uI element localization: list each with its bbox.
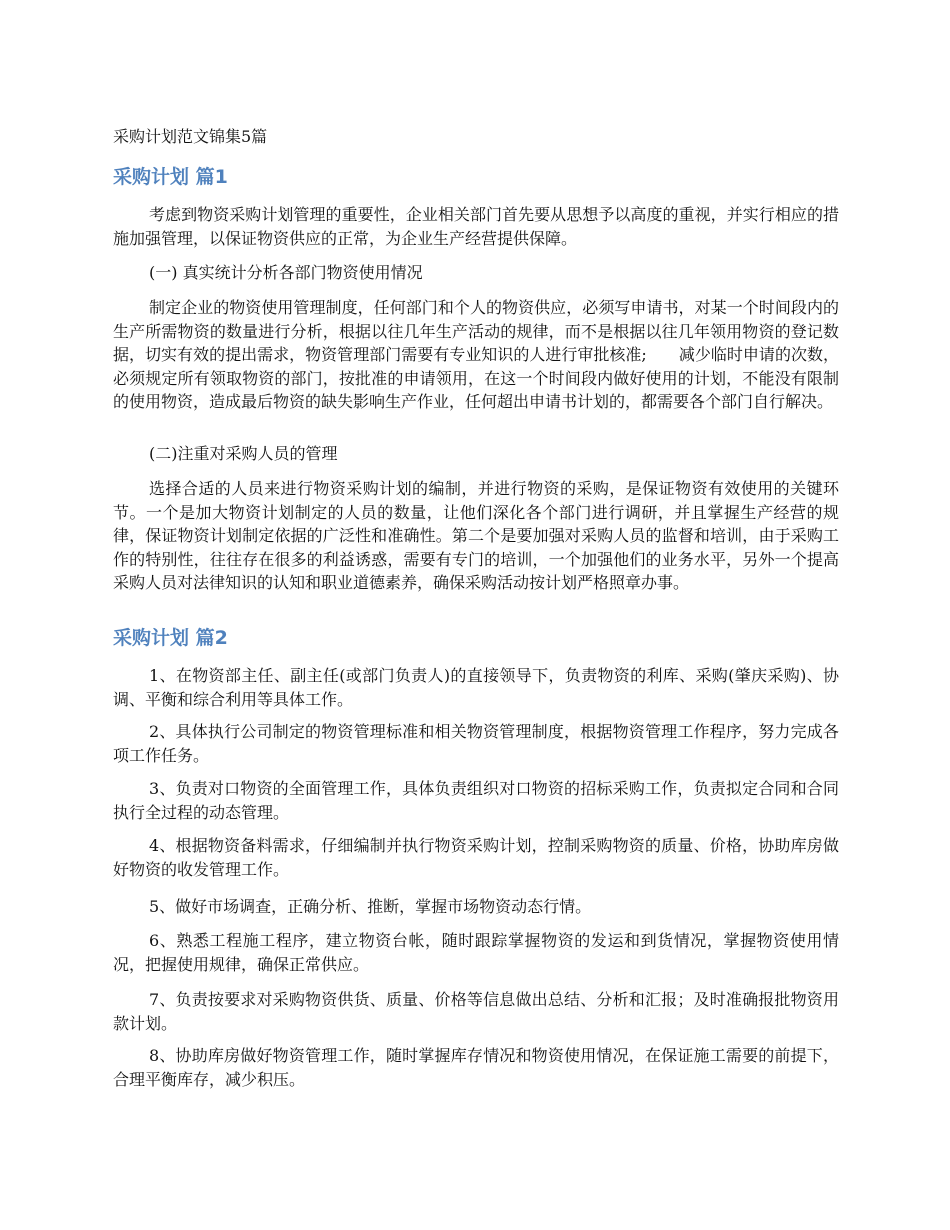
list-paragraph: 5、做好市场调查，正确分析、推断，掌握市场物资动态行情。 xyxy=(149,897,592,916)
paragraph: 选择合适的人员来进行物资采购计划的编制，并进行物资的采购，是保证物资有效使用的关键环节。一个是加大物资计划制定的人员的数量，让他们深化各个部门进行调研，并且掌握生产经营的规律，保证物资计划制定依据的广泛性和准确性。第二个是要加强对采购人员的监督和培训，由于采购工作的特别性，往往存在很多的利益诱惑，需要有专门的培训，一个加强他们的业务水平，另外一个提高采购人员对法律知识的认知和职业道德素养，确保采购活动按计划严格照章办事。 xyxy=(113,479,839,592)
list-paragraph: 2、具体执行公司制定的物资管理标准和相关物资管理制度，根据物资管理工作程序，努力完成各项工作任务。 xyxy=(113,722,839,765)
section-heading-2: 采购计划 篇2 xyxy=(113,627,228,649)
list-paragraph: 6、熟悉工程施工程序，建立物资台帐，随时跟踪掌握物资的发运和到货情况，掌握物资使用情况，把握使用规律，确保正常供应。 xyxy=(113,931,839,974)
list-paragraph: 3、负责对口物资的全面管理工作，具体负责组织对口物资的招标采购工作，负责拟定合同和合同执行全过程的动态管理。 xyxy=(113,779,839,822)
list-paragraph: 1、在物资部主任、副主任(或部门负责人)的直接领导下，负责物资的利库、采购(肇庆采购)、协调、平衡和综合利用等具体工作。 xyxy=(113,666,839,709)
subheading-paragraph: (二)注重对采购人员的管理 xyxy=(149,444,338,463)
list-paragraph: 7、负责按要求对采购物资供货、质量、价格等信息做出总结、分析和汇报；及时准确报批物资用款计划。 xyxy=(113,990,839,1033)
document-title: 采购计划范文锦集5篇 xyxy=(113,127,268,146)
section-heading-1: 采购计划 篇1 xyxy=(113,166,228,188)
list-paragraph: 4、根据物资备料需求，仔细编制并执行物资采购计划，控制采购物资的质量、价格，协助库房做好物资的收发管理工作。 xyxy=(113,836,839,879)
subheading-paragraph: (一) 真实统计分析各部门物资使用情况 xyxy=(149,263,423,282)
paragraph: 考虑到物资采购计划管理的重要性，企业相关部门首先要从思想予以高度的重视，并实行相应的措施加强管理，以保证物资供应的正常，为企业生产经营提供保障。 xyxy=(113,205,839,248)
paragraph: 制定企业的物资使用管理制度，任何部门和个人的物资供应，必须写申请书，对某一个时间段内的生产所需物资的数量进行分析，根据以往几年生产活动的规律，而不是根据以往几年领用物资的登记数据，切实有效的提出需求，物资管理部门需要有专业知识的人进行审批核准; 减少临时申请的次数，必须规定所有领取物资的部门，按批准的申请领用，在这一个时间段内做好使用的计划，不能没有限制的使用物资，造成最后物资的缺失影响生产作业，任何超出申请书计划的，都需要各个部门自行解决。 xyxy=(113,298,839,411)
list-paragraph: 8、协助库房做好物资管理工作，随时掌握库存情况和物资使用情况，在保证施工需要的前提下，合理平衡库存，减少积压。 xyxy=(113,1046,839,1089)
